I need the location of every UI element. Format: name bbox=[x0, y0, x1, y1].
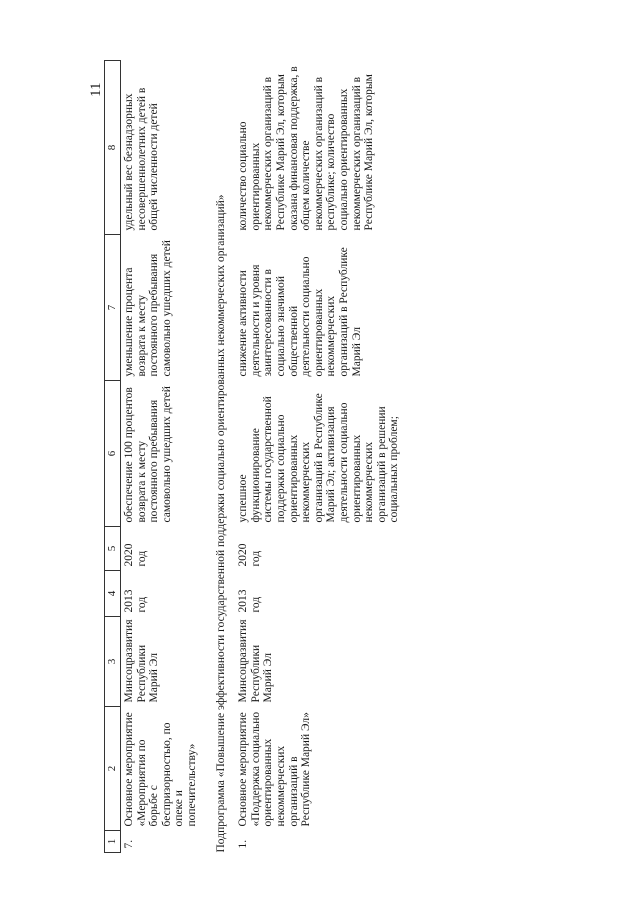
measure-name: Основное мероприятие «Мероприятия по борьбе с беспризорностью, по опеке и попечительству» bbox=[123, 712, 198, 827]
expected-result: успешное функционирование системы государственной поддержки социально ориентированных некоммерческих организаций в Республике Марий Эл; активизация деятельности социально ориентированных некоммерческих организаций в решении социальных проблем; bbox=[237, 393, 401, 523]
row-number: 7. bbox=[123, 839, 135, 849]
header-cell: 8 bbox=[105, 61, 121, 235]
table-row bbox=[121, 61, 201, 853]
executor: Минсоцразвития Республики Марий Эл bbox=[237, 619, 275, 703]
executor: Минсоцразвития Республики Марий Эл bbox=[123, 619, 161, 703]
header-row bbox=[105, 61, 121, 853]
header-cell: 1 bbox=[105, 831, 121, 853]
indicator: количество социально ориентированных некоммерческих организаций в Республике Марий Эл, которым оказана финансовая поддержка, в общем количестве некоммерческих организаций в республике; количество социально ориентированных некоммерческих организаций в Республике Марий Эл, которым bbox=[237, 66, 376, 231]
consequence: снижение активности деятельности и уровня заинтересованности в социально значимой общественной деятельности социально ориентированных некоммерческих организаций в Республике Марий Эл bbox=[237, 247, 363, 377]
measures-table bbox=[104, 60, 403, 853]
end-year: 2020 год bbox=[237, 543, 262, 567]
measure-name: Основное мероприятие «Поддержка социально ориентированных некоммерческих организаций в Республике Марий Эл» bbox=[237, 711, 313, 827]
table-row bbox=[235, 61, 403, 853]
indicator: удельный вес безнадзорных несовершеннолетних детей в общей численности детей bbox=[123, 87, 161, 231]
header-cell: 3 bbox=[105, 617, 121, 707]
start-year: 2013 год bbox=[123, 589, 148, 613]
subprogram-row bbox=[201, 61, 236, 853]
subprogram-title: Подпрограмма «Повышение эффективности государственной поддержки социально ориентированных некоммерческих организаций» bbox=[214, 194, 227, 853]
header-cell: 5 bbox=[105, 527, 121, 571]
row-number: 1. bbox=[237, 839, 250, 849]
expected-result: обеспечение 100 процентов возврата к месту постоянного пребывания самовольно ушедших детей bbox=[123, 386, 173, 523]
end-year: 2020 год bbox=[123, 543, 148, 567]
header-cell: 4 bbox=[105, 571, 121, 617]
header-cell: 6 bbox=[105, 381, 121, 527]
consequence: уменьшение процента возврата к месту постоянного пребывания самовольно ушедших детей bbox=[123, 240, 173, 377]
header-cell: 7 bbox=[105, 235, 121, 381]
start-year: 2013 год bbox=[237, 589, 262, 613]
header-cell: 2 bbox=[105, 707, 121, 831]
page-number: 11 bbox=[88, 82, 104, 97]
